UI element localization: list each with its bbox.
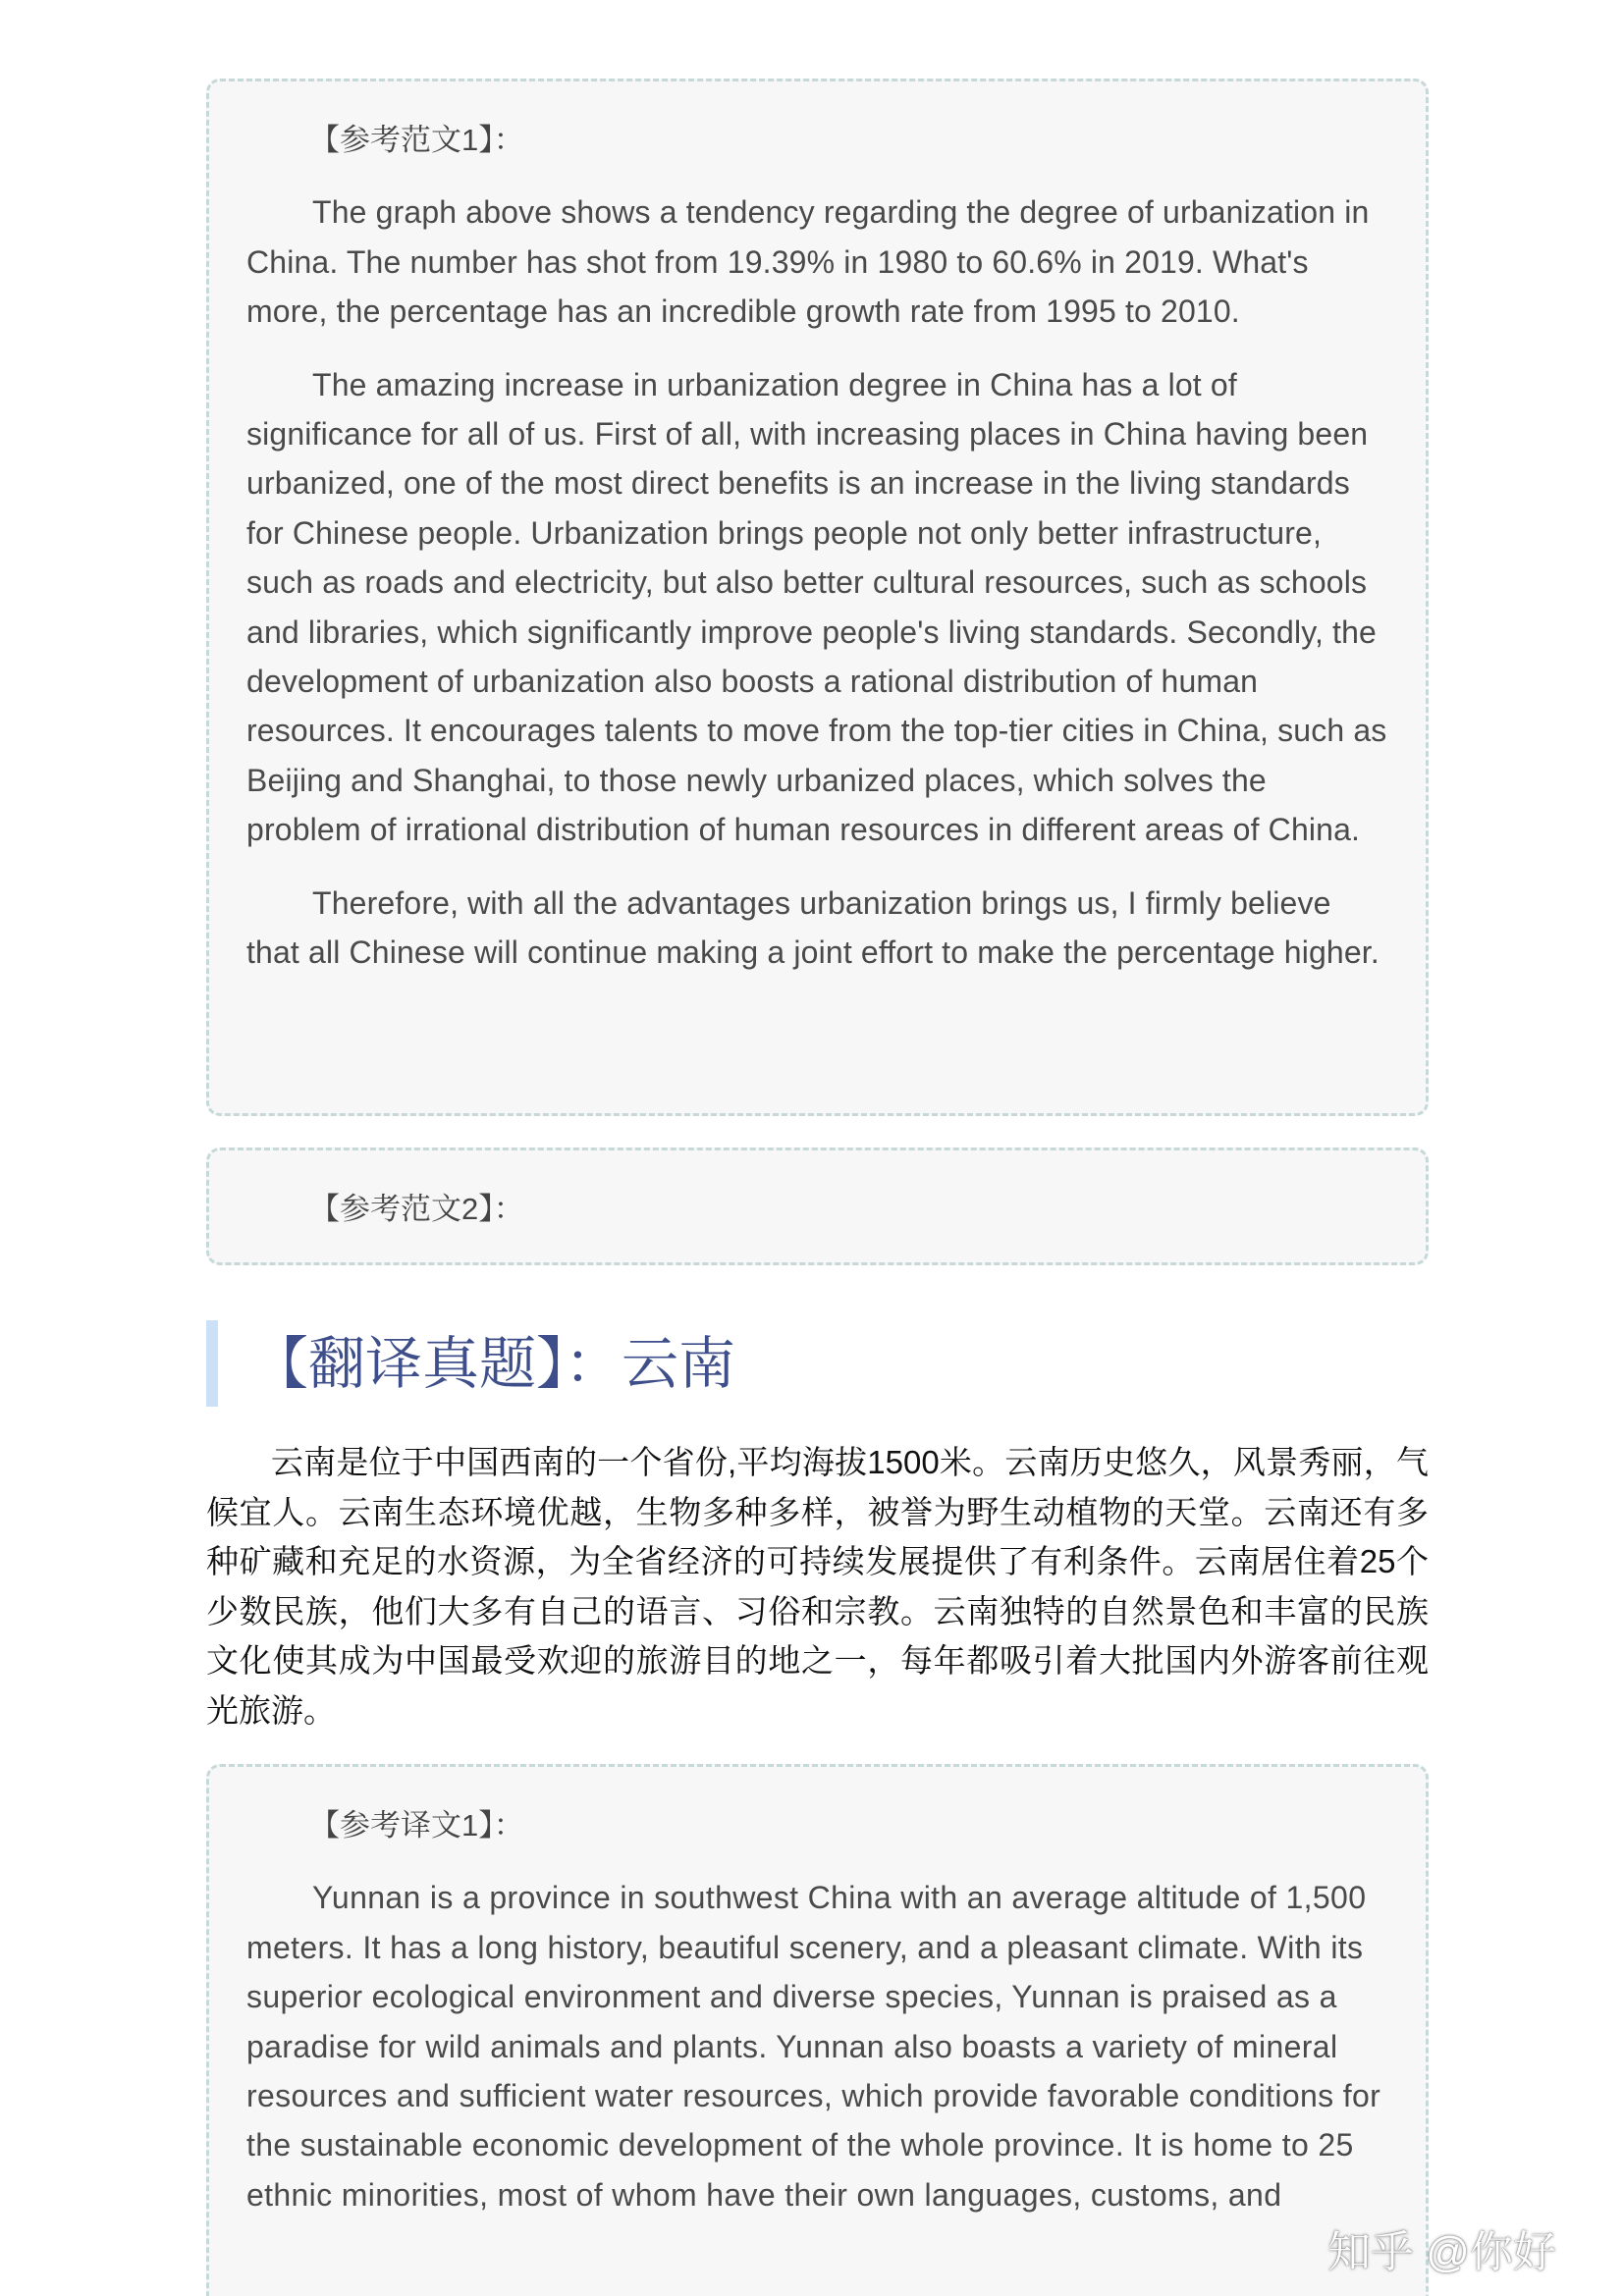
translation-source-text: 云南是位于中国西南的一个省份,平均海拔1500米。云南历史悠久，风景秀丽，气候宜人。云南生态环境优越，生物多种多样，被誉为野生动植物的天堂。云南还有多种矿藏和充足的水资源，为全省经济的可持续发展提供了有利条件。云南居住着25个少数民族，他们大多有自己的语言、习俗和宗教。云南独特的自然景色和丰富的民族文化使其成为中国最受欢迎的旅游目的地之一，每年都吸引着大批国内外游客前往观光旅游。	[206, 1444, 1429, 1729]
reference-translation-1-box	[206, 1764, 1429, 2296]
sample-essay-2-title: 【参考范文2】：	[309, 1192, 524, 1226]
sample-essay-1-paragraph: The graph above shows a tendency regarding the degree of urbanization in China. The number has shot from 19.39% in 1980 to 60.6% in 2019. What's more, the percentage has an incredible growth rate from 1995 to 2010.	[246, 194, 1370, 330]
zhihu-watermark: 知乎 @你好	[1327, 2228, 1556, 2276]
sample-essay-2-box	[206, 1148, 1429, 1265]
reference-translation-1-title: 【参考译文1】：	[309, 1808, 524, 1842]
reference-translation-1-paragraph: Yunnan is a province in southwest China with an average altitude of 1,500 meters. It has a long history, beautiful scenery, and a pleasant climate. With its superior ecological environment and diverse species, Yunnan is praised as a paradise for wild animals and plants. Yunnan also boasts a variety of mineral resources and sufficient water resources, which provide favorable conditions for the sustainable economic development of the whole province. It is home to 25 ethnic minorities, most of whom have their own languages, customs, and	[246, 1880, 1381, 2213]
sample-essay-1-box	[206, 79, 1429, 1116]
translation-section-heading: 【翻译真题】：云南	[206, 1320, 1090, 1407]
sample-essay-1-title: 【参考范文1】：	[309, 123, 524, 157]
sample-essay-1-paragraph: The amazing increase in urbanization degree in China has a lot of significance for all of us. First of all, with increasing places in China having been urbanized, one of the most direct benefits is an increase in the living standards for Chinese people. Urbanization brings people not only better infrastructure, such as roads and electricity, but also better cultural resources, such as schools and libraries, which significantly improve people's living standards. Secondly, the development of urbanization also boosts a rational distribution of human resources. It encourages talents to move from the top-tier cities in China, such as Beijing and Shanghai, to those newly urbanized places, which solves the problem of irrational distribution of human resources in different areas of China.	[246, 366, 1387, 848]
sample-essay-1-paragraph: Therefore, with all the advantages urbanization brings us, I firmly believe that all Chinese will continue making a joint effort to make the percentage higher.	[246, 884, 1380, 970]
